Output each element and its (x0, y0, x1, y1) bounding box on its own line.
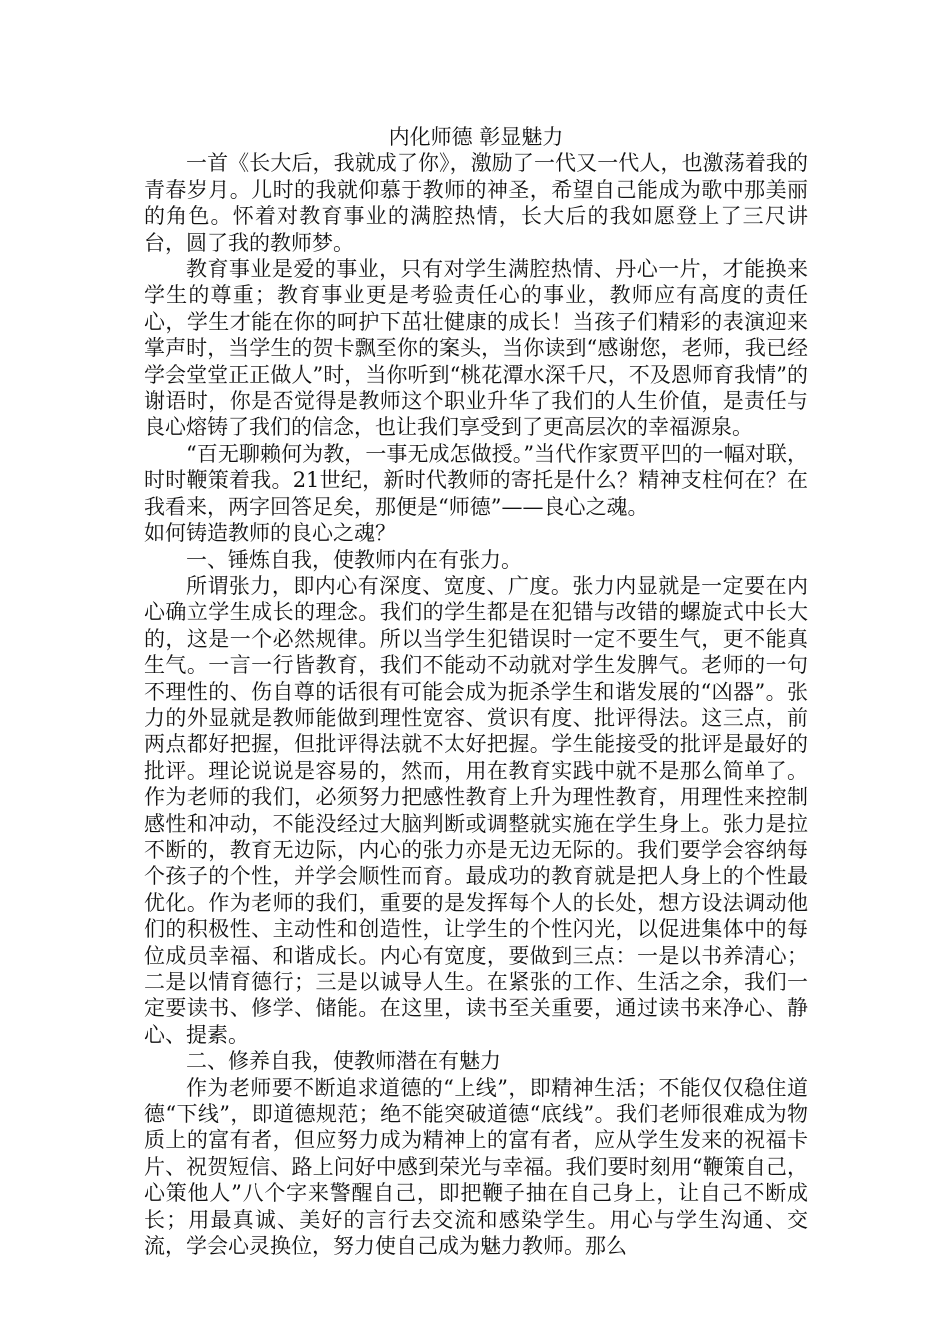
paragraph-couplet: “百无聊赖何为教，一事无成怎做授。”当代作家贾平凹的一幅对联，时时鞭策着我。21世纪，新时代教师的寄托是什么？精神支柱何在？在我看来，两字回答足矣，那便是“师德”——良心之魂。 (144, 441, 808, 519)
section-heading-1: 一、锤炼自我，使教师内在有张力。 (186, 547, 522, 572)
paragraph-intro: 一首《长大后，我就成了你》，激励了一代又一代人，也激荡着我的青春岁月。儿时的我就仰慕于教师的神圣，希望自己能成为歌中那美丽的角色。怀着对教育事业的满腔热情，长大后的我如愿登上了三尺讲台，圆了我的教师梦。 (144, 151, 808, 255)
document-title: 内化师德 彰显魅力 (388, 125, 564, 149)
paragraph-tension: 所谓张力，即内心有深度、宽度、广度。张力内显就是一定要在内心确立学生成长的理念。我们的学生都是在犯错与改错的螺旋式中长大的，这是一个必然规律。所以当学生犯错误时一定不要生气，更不能真生气。一言一行皆教育，我们不能动不动就对学生发脾气。老师的一句不理性的、伤自尊的话很有可能会成为扼杀学生和谐发展的“凶器”。张力的外显就是教师能做到理性宽容、赏识有度、批评得法。这三点，前两点都好把握，但批评得法就不太好把握。学生能接受的批评是最好的批评。理论说说是容易的，然而，用在教育实践中就不是那么简单了。作为老师的我们，必须努力把感性教育上升为理性教育，用理性来控制感性和冲动，不能没经过大脑判断或调整就实施在学生身上。张力是拉不断的，教育无边际，内心的张力亦是无边无际的。我们要学会容纳每个孩子的个性，并学会顺性而育。最成功的教育就是把人身上的个性最优化。作为老师的我们，重要的是发挥每个人的长处，想方设法调动他们的积极性、主动性和创造性，让学生的个性闪光，以促进集体中的每位成员幸福、和谐成长。内心有宽度，要做到三点：一是以书养清心；二是以情育德行；三是以诚导人生。在紧张的工作、生活之余，我们一定要读书、修学、储能。在这里，读书至关重要，通过读书来净心、静心、提素。 (144, 573, 808, 1047)
section-heading-2: 二、修养自我，使教师潜在有魅力 (186, 1049, 501, 1074)
paragraph-education-love: 教育事业是爱的事业，只有对学生满腔热情、丹心一片，才能换来学生的尊重；教育事业更是考验责任心的事业，教师应有高度的责任心，学生才能在你的呵护下茁壮健康的成长！当孩子们精彩的表演迎来掌声时，当学生的贺卡飘至你的案头，当你读到“感谢您，老师，我已经学会堂堂正正做人”时，当你听到“桃花潭水深千尺，不及恩师育我情”的谢语时，你是否觉得是教师这个职业升华了我们的人生价值，是责任与良心熔铸了我们的信念，也让我们享受到了更高层次的幸福源泉。 (144, 257, 808, 440)
paragraph-charm: 作为老师要不断追求道德的“上线”，即精神生活；不能仅仅稳住道德“下线”，即道德规范；绝不能突破道德“底线”。我们老师很难成为物质上的富有者，但应努力成为精神上的富有者，应从学生发来的祝福卡片、祝贺短信、路上问好中感到荣光与幸福。我们要时刻用“鞭策自己，心策他人”八个字来警醒自己，即把鞭子抽在自己身上，让自己不断成长；用最真诚、美好的言行去交流和感染学生。用心与学生沟通、交流，学会心灵换位，努力使自己成为魅力教师。那么 (144, 1075, 808, 1259)
document-body (144, 124, 808, 1259)
paragraph-question: 如何铸造教师的良心之魂？ (144, 521, 396, 546)
